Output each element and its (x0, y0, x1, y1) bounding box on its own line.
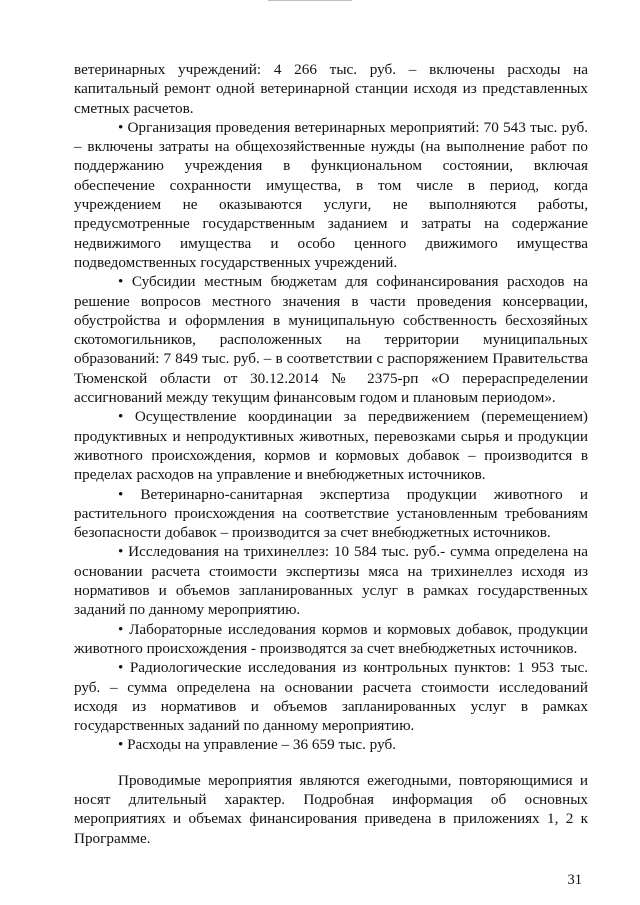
page-number: 31 (567, 872, 582, 888)
paragraph-gap (74, 755, 588, 771)
bullet-organization-measures: • Организация проведения ветеринарных мероприятий: 70 543 тыс. руб. – включены затраты на общехозяйственные нужды (на выполнение работ по поддержанию учреждения в функциональном состоянии, включая обеспечение сохранности имущества, в том числе в период, когда учреждением не оказываются услуги, не выполняются работы, предусмотренные государственным заданием и затраты на содержание недвижимого имущества и особо ценного движимого имущества подведомственных государственных учреждений. (74, 118, 588, 271)
bullet-lab-research: • Лабораторные исследования кормов и кормовых добавок, продукции животного происхождения - производятся за счет внебюджетных источников. (74, 620, 588, 657)
bullet-management-costs: • Расходы на управление – 36 659 тыс. руб. (118, 736, 396, 754)
bullet-radiological: • Радиологические исследования из контрольных пунктов: 1 953 тыс. руб. – сумма определена на основании расчета стоимости исследований исходя из нормативов и объемов запланированных услуг в рамках государственных заданий по данному мероприятию. (74, 659, 588, 735)
closing-paragraph: Проводимые мероприятия являются ежегодными, повторяющимися и носят длительный характер. Подробная информация об основных мероприятиях и объемах финансирования приведена в приложениях 1, 2 к Программе. (74, 771, 588, 847)
bullet-coordination: • Осуществление координации за передвижением (перемещением) продуктивных и непродуктивных животных, перевозками сырья и продукции животного происхождения, кормов и кормовых добавок – производится в пределах расходов на управление и внебюджетных источников. (74, 408, 588, 484)
bullet-trichinellosis: • Исследования на трихинеллез: 10 584 тыс. руб.- сумма определена на основании расчета стоимости экспертизы мяса на трихинеллез исходя из нормативов и объемов запланированных услуг в рамках государственных заданий по данному мероприятию. (74, 543, 588, 619)
top-rule (268, 0, 352, 1)
bullet-subsidies: • Субсидии местным бюджетам для софинансирования расходов на решение вопросов местного значения в части проведения консервации, обустройства и оформления в муниципальную собственность бесхозяйных скотомогильников, расположенных на территории муниципальных образований: 7 849 тыс. руб. – в соответствии с распоряжением Правительства Тюменской области от 30.12.2014 № 2375-рп «О перераспределении ассигнований между текущим финансовым годом и плановым периодом». (74, 273, 588, 407)
document-body (74, 60, 588, 848)
paragraph-continuation: ветеринарных учреждений: 4 266 тыс. руб. – включены расходы на капитальный ремонт одной ветеринарной станции исходя из представленных сметных расчетов. (74, 61, 588, 117)
bullet-vet-sanitary-expertise: • Ветеринарно-санитарная экспертиза продукции животного и растительного происхождения на соответствие установленным требованиям безопасности добавок – производится за счет внебюджетных источников. (74, 485, 588, 542)
